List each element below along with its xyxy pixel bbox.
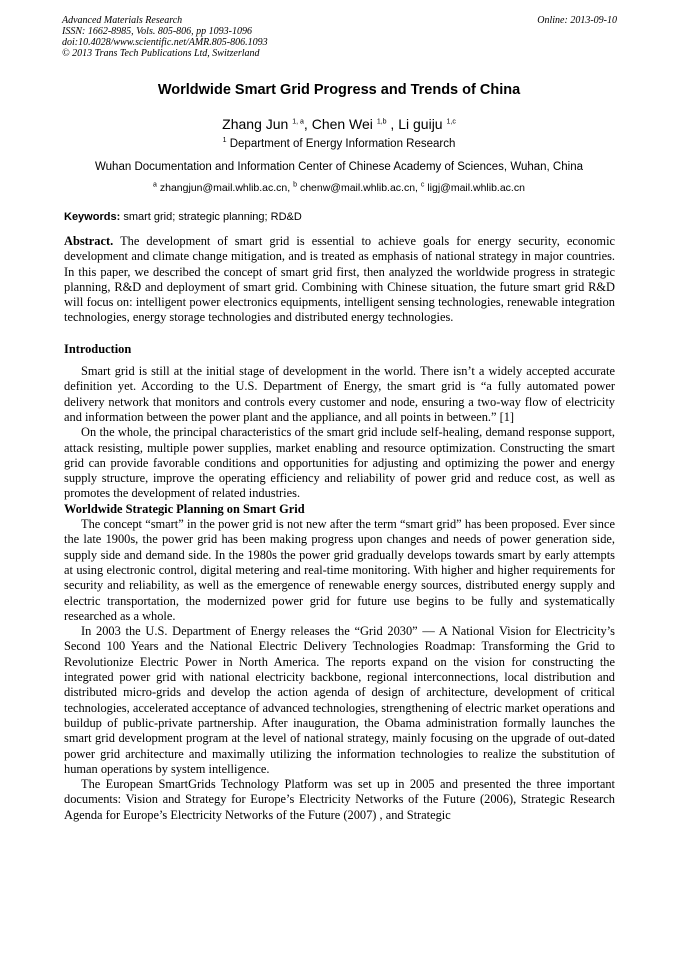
email-mark: b	[293, 181, 298, 189]
email-list	[0, 182, 678, 194]
author-affiliation-mark: 1, a	[292, 118, 304, 126]
author-affiliation-mark: 1,b	[376, 118, 387, 126]
keywords-label: Keywords:	[64, 211, 121, 223]
copyright-line: © 2013 Trans Tech Publications Ltd, Switzerland	[62, 48, 260, 59]
email-mark: a	[153, 181, 157, 189]
author-list: Zhang Jun $^{1, a}$, Chen Wei $^{1,b}$ , Li guiju $^{1,c}$	[222, 116, 456, 132]
author-name: Zhang Jun	[222, 116, 289, 132]
author-name: Chen Wei	[311, 116, 373, 132]
email-mark: c	[420, 181, 425, 189]
keywords	[64, 211, 619, 223]
section-heading: Introduction	[64, 341, 132, 356]
paper-body	[64, 234, 615, 823]
issn-line: ISSN: 1662-8985, Vols. 805-806, pp 1093-1096	[62, 26, 252, 37]
online-date: Online: 2013-09-10	[537, 15, 617, 26]
paragraph: In 2003 the U.S. Department of Energy releases the “Grid 2030” — A National Vision for Electricity’s Second 100 Years and the National Electric Delivery Technologies Roadmap: Transforming the Grid to Revolutionize Electric Power in North America. The reports expand on the vision for constructing the integrated power grid with national electricity backbone, regional interconnections, local distribution and distributed micro-grids and develop the action agenda of design of architecture, development of critical technologies, accelerated acceptance of advanced technologies, strengthening of electric market operations and buildup of public-private partnership. After inauguration, the Obama administration formally launches the smart grid development program at the level of national strategy, mainly focusing on the upgrade of out-dated power grid architecture and maximally utilizing the information technologies to realize the substitution of human operations by system intelligence.	[64, 624, 615, 776]
paper-title: Worldwide Smart Grid Progress and Trends of China	[157, 82, 521, 98]
journal-name: Advanced Materials Research	[62, 15, 183, 26]
section-heading: Worldwide Strategic Planning on Smart Grid	[64, 501, 305, 516]
email-link[interactable]: ligj@mail.whlib.ac.cn	[427, 182, 525, 194]
author-affiliation-mark: 1,c	[446, 118, 456, 126]
affiliation-mark: 1	[222, 137, 227, 145]
affiliation-department	[0, 138, 678, 150]
email-link[interactable]: chenw@mail.whlib.ac.cn,	[299, 182, 418, 194]
journal-header	[62, 15, 617, 59]
email-link[interactable]: zhangjun@mail.whlib.ac.cn,	[159, 182, 291, 194]
paragraph: The concept “smart” in the power grid is not new after the term “smart grid” has been proposed. Ever since the late 1900s, the power grid has been making progress upon changes and needs of power generation side, supply side and demand side. In the 1980s the power grid gradually develops towards smart by early attempts at using electronic control, digital metering and real-time monitoring. With higher and higher requirements for security and reliability, as well as the emergence of renewable energy sources, distributed energy supply and electric transportation, the modernized power grid for future use begins to be fully and systematically researched as a whole.	[64, 517, 615, 623]
abstract	[64, 234, 615, 326]
affiliation-text: Department of Energy Information Research	[229, 138, 456, 150]
abstract-text: The development of smart grid is essential to achieve goals for energy security, economic development and climate change mitigation, and is treated as emphasis of national strategy in major countries. In this paper, we described the concept of smart grid first, then analyzed the worldwide progress in strategic planning, R&D and deployment of smart grid. Combining with Chinese situation, the future smart grid R&D will focus on: intelligent power electronics equipments, intelligent sensing technologies, renewable integration technologies, energy storage technologies and distributed energy technologies.	[64, 234, 616, 325]
abstract-label: Abstract.	[64, 234, 114, 248]
paragraph: The European SmartGrids Technology Platform was set up in 2005 and presented the three important documents: Vision and Strategy for Europe’s Electricity Networks of the Future (2006), Strategic Research Agenda for Europe’s Electricity Networks of the Future (2007) , and Strategic	[64, 777, 615, 822]
author-name: Li guiju	[398, 116, 443, 132]
affiliation-institution: Wuhan Documentation and Information Center of Chinese Academy of Sciences, Wuhan, China	[95, 161, 583, 173]
keywords-text: smart grid; strategic planning; RD&D	[123, 211, 302, 223]
paragraph: Smart grid is still at the initial stage of development in the world. There isn’t a widely accepted accurate definition yet. According to the U.S. Department of Energy, the smart grid is “a fully automated power delivery network that monitors and controls every customer and node, ensuring a two-way flow of electricity and information between the power plant and the appliance, and all points in between.” [1]	[64, 364, 615, 424]
paragraph: On the whole, the principal characteristics of the smart grid include self-healing, demand response support, attack resisting, multiple power supplies, market enabling and resource optimization. Constructing the smart grid can provide favorable conditions and opportunities for adjusting and optimizing the power and energy supply structure, improve the operating efficiency and reliability of power grid and reduce cost, as well as promotes the development of related industries.	[64, 425, 615, 501]
doi-line: doi:10.4028/www.scientific.net/AMR.805-806.1093	[62, 37, 268, 48]
